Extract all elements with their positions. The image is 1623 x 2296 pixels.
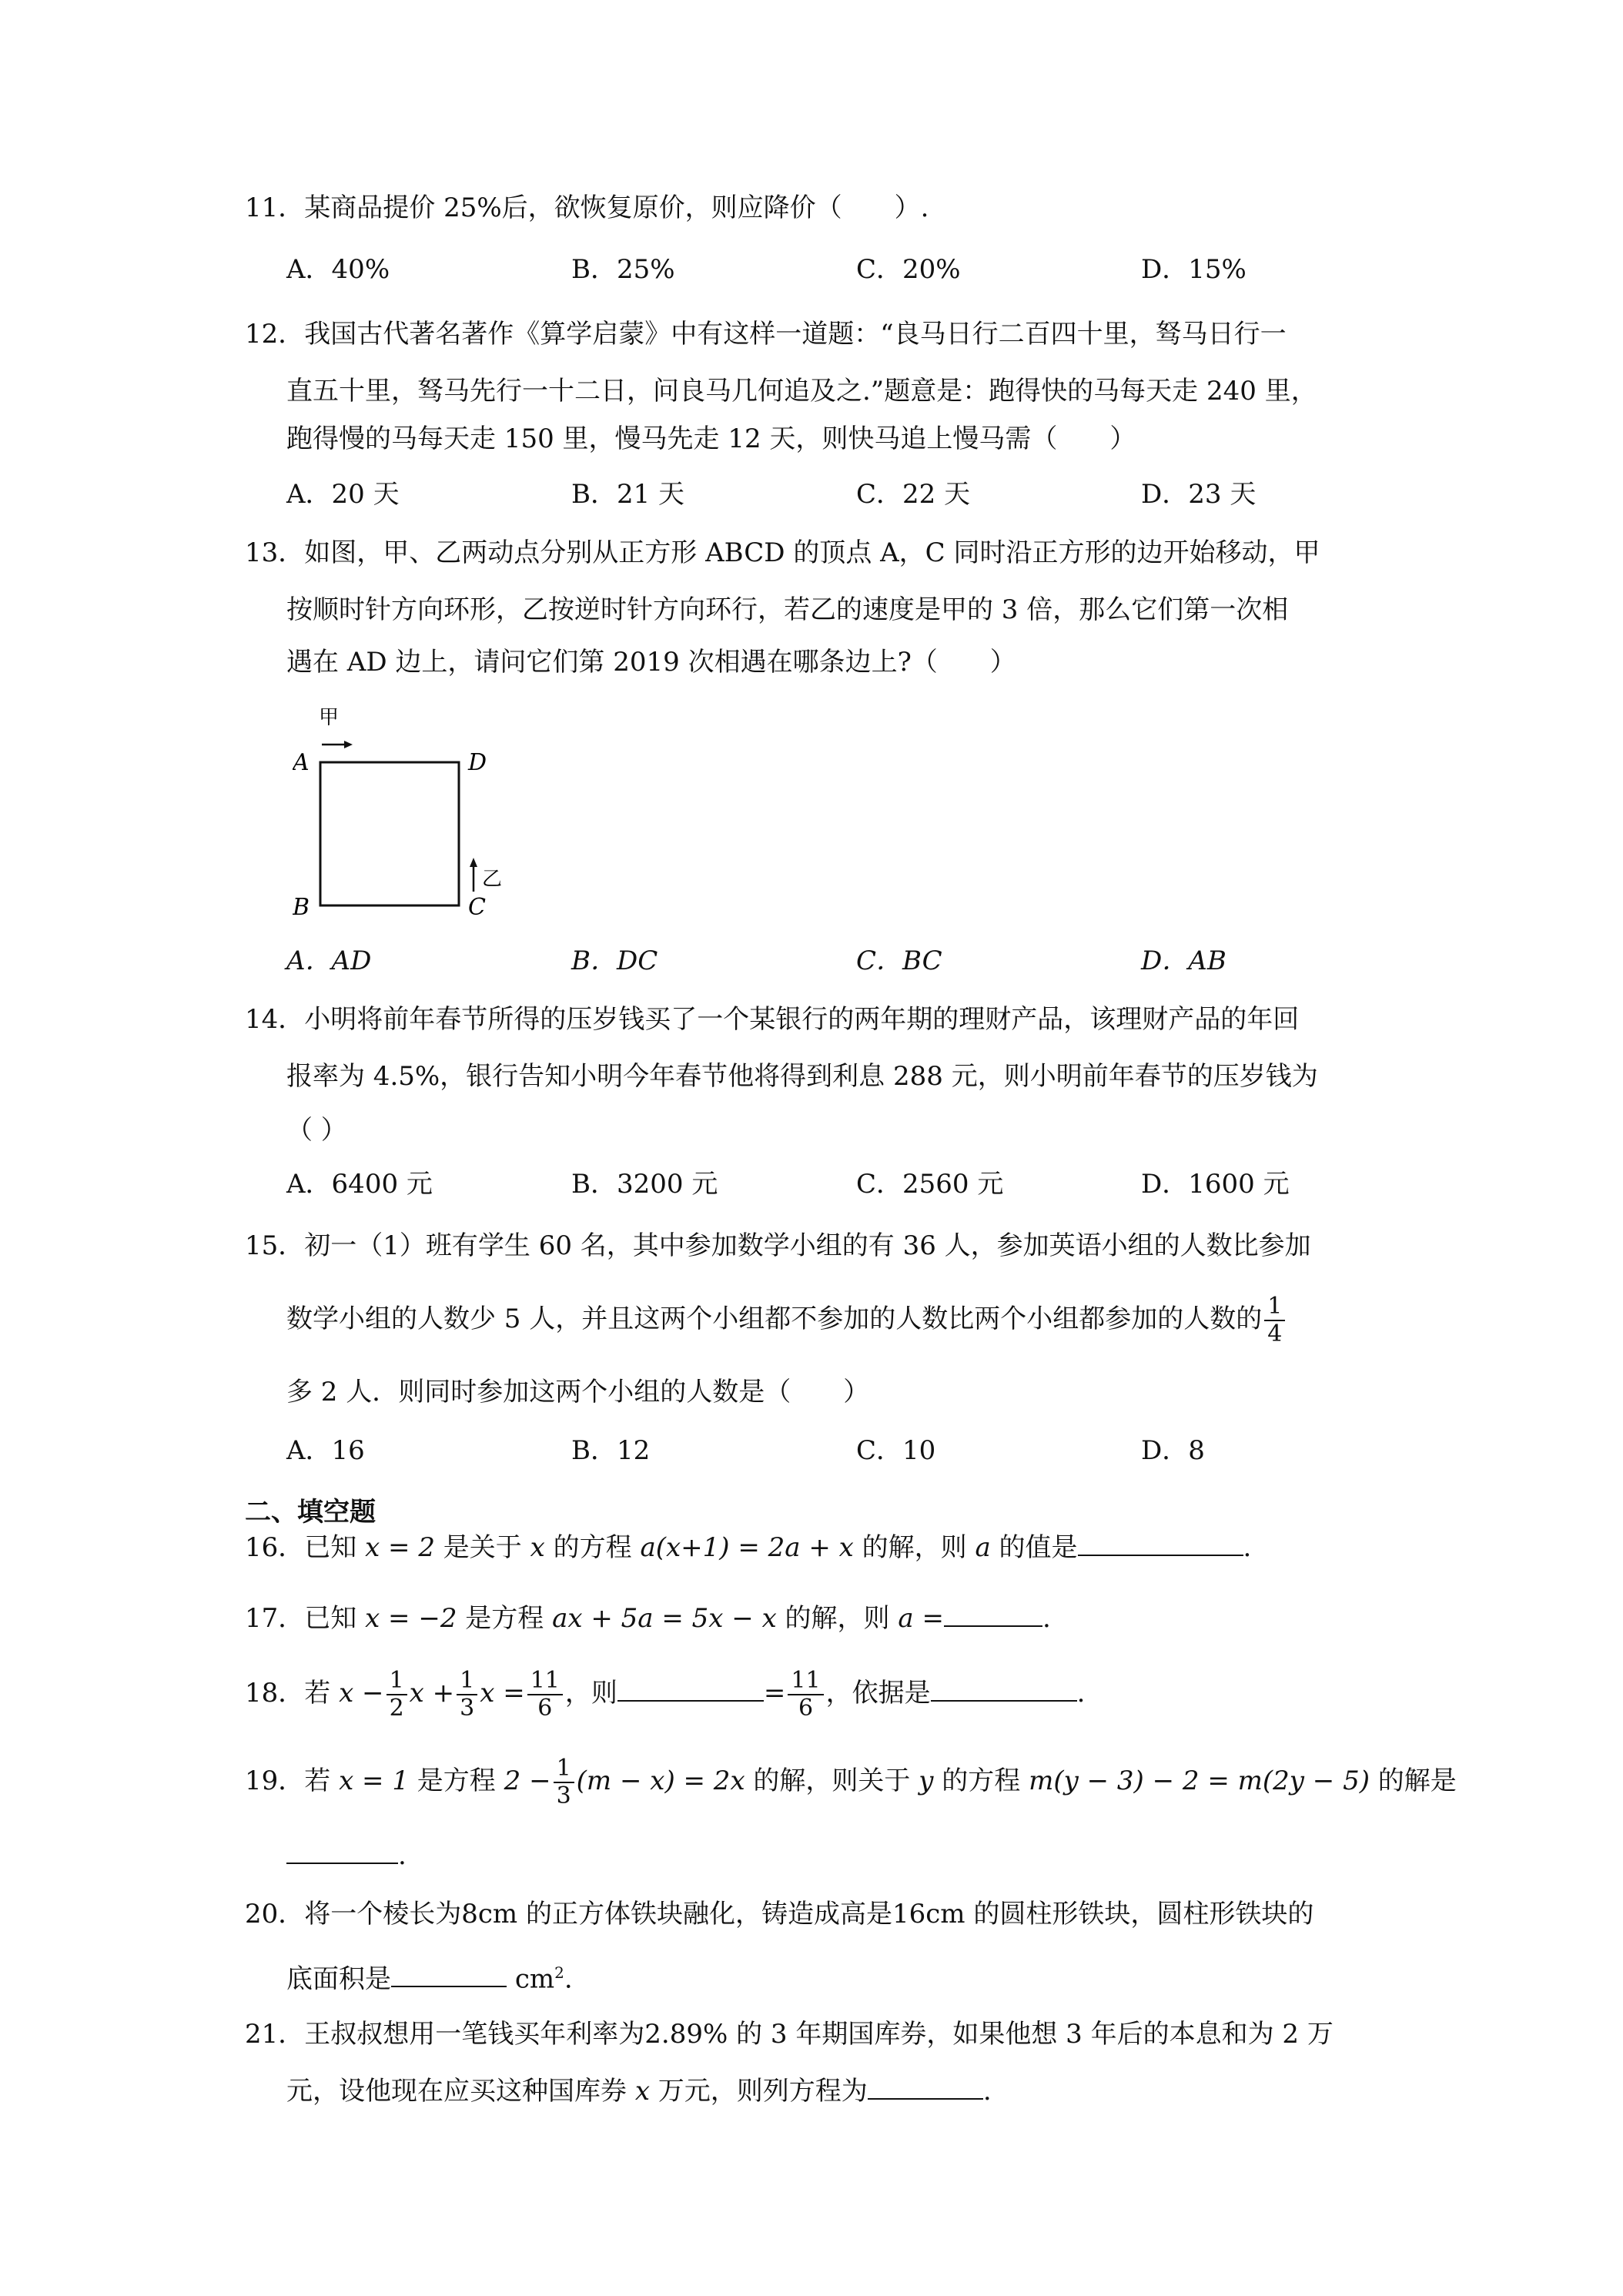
q19-text-4: 的方程: [933, 1766, 1029, 1796]
q18-fraction-3-den: 6: [537, 1695, 553, 1722]
q15-option-d: D．8: [1141, 1435, 1205, 1466]
vertex-c-label: C: [468, 894, 486, 921]
question-15-line-3: 多 2 人．则同时参加这两个小组的人数是（ ）: [286, 1377, 870, 1407]
q20-unit: cm: [514, 1963, 555, 1995]
q18-fraction-4-den: 6: [798, 1695, 814, 1722]
q19-answer-blank[interactable]: [286, 1839, 398, 1864]
question-11-stem: 11．某商品提价 25%后，欲恢复原价，则应降价（ ）.: [245, 192, 929, 223]
question-19-answer-line: [286, 1839, 407, 1873]
q12-option-a: A．20 天: [286, 479, 400, 510]
q19-text-5: 的解是: [1370, 1766, 1457, 1796]
q11-option-d: D．15%: [1141, 254, 1247, 285]
q18-text-2: ，则: [564, 1678, 617, 1709]
q19-fraction-one-third: [554, 1755, 574, 1809]
q15-option-c: C．10: [856, 1435, 936, 1466]
q21-period: .: [982, 2076, 992, 2107]
q14-option-b: B．3200 元: [571, 1169, 718, 1200]
q17-math-3: a =: [898, 1603, 944, 1634]
q21-text-2: 万元，则列方程为: [650, 2076, 868, 2107]
q18-math-2: x +: [409, 1678, 455, 1709]
q14-option-a: A．6400 元: [286, 1169, 433, 1200]
q19-fraction-den: 3: [556, 1782, 571, 1809]
q14-option-d: D．1600 元: [1141, 1169, 1290, 1200]
q18-math-1: x −: [339, 1678, 384, 1709]
question-15-line-1: 15．初一（1）班有学生 60 名，其中参加数学小组的有 36 人，参加英语小组的人数比参加: [245, 1230, 1311, 1261]
q18-fraction-2-num: 1: [457, 1668, 477, 1695]
q13-option-d: D．AB: [1141, 946, 1226, 976]
question-20-line-2: [286, 1956, 573, 1996]
q20-answer-blank[interactable]: [391, 1963, 507, 1987]
q16-text-1: 16．已知: [245, 1532, 366, 1563]
q18-period: .: [1076, 1678, 1086, 1709]
question-16: [245, 1531, 1251, 1565]
q18-math-3: x =: [480, 1678, 525, 1709]
q19-text-3: 的解，则关于: [745, 1766, 919, 1796]
q19-equation-y: m(y − 3) − 2 = m(2y − 5): [1029, 1766, 1370, 1796]
question-14-line-3: （ ）: [286, 1115, 347, 1146]
question-19: [245, 1755, 1457, 1809]
question-17: [245, 1602, 1051, 1635]
q18-math-4: =: [763, 1678, 786, 1709]
q18-fraction-1-num: 1: [387, 1668, 407, 1695]
section-heading-fill-in: 二、填空题: [245, 1497, 376, 1528]
question-12-line-3: 跑得慢的马每天走 150 里，慢马先走 12 天，则快马追上慢马需（ ）: [286, 423, 1136, 454]
q20-unit-exponent: 2: [554, 1963, 564, 1982]
square-outline: [320, 762, 459, 905]
q11-option-b: B．25%: [571, 254, 675, 285]
q18-fraction-3-num: 11: [527, 1668, 563, 1695]
q16-equation: a(x+1) = 2a + x: [640, 1532, 854, 1563]
q18-fraction-1-den: 2: [389, 1695, 404, 1722]
question-20-line-1: 20．将一个棱长为8cm 的正方体铁块融化，铸造成高是16cm 的圆柱形铁块，圆柱形铁块的: [245, 1899, 1314, 1930]
q21-answer-blank[interactable]: [868, 2075, 983, 2100]
q12-option-b: B．21 天: [571, 479, 685, 510]
q16-text-5: 的值是: [990, 1532, 1078, 1563]
q19-math-2: 2 −: [504, 1766, 551, 1796]
q19-fraction-num: 1: [554, 1755, 574, 1783]
q19-period: .: [398, 1840, 407, 1871]
yi-arrow-head: [470, 858, 477, 867]
q19-math-1: x = 1: [339, 1766, 409, 1796]
q18-fraction-2-den: 3: [460, 1695, 475, 1722]
q20-text-1: 底面积是: [286, 1963, 391, 1995]
q19-math-3: (m − x) = 2x: [576, 1766, 745, 1796]
fraction-one-quarter: [1264, 1294, 1285, 1347]
q11-option-a: A．40%: [286, 254, 390, 285]
q13-option-b: B．DC: [571, 946, 658, 976]
label-jia: 甲: [319, 708, 340, 729]
label-yi: 乙: [482, 868, 503, 891]
q19-text-2: 是方程: [409, 1766, 504, 1796]
q15-option-b: B．12: [571, 1435, 651, 1466]
q20-period: .: [564, 1963, 573, 1995]
fraction-denominator: 4: [1267, 1320, 1283, 1347]
q21-math-1: x: [634, 2076, 650, 2107]
q18-fraction-1: [387, 1668, 407, 1722]
q18-fraction-2: [457, 1668, 477, 1722]
q15-line-2-text: 数学小组的人数少 5 人，并且这两个小组都不参加的人数比两个小组都参加的人数的: [286, 1304, 1263, 1334]
question-13-line-3: 遇在 AD 边上，请问它们第 2019 次相遇在哪条边上?（ ）: [286, 647, 1016, 678]
q17-math-1: x = −2: [365, 1603, 457, 1634]
question-15-line-2: [286, 1294, 1287, 1347]
question-14-line-2: 报率为 4.5%，银行告知小明今年春节他将得到利息 288 元，则小明前年春节的压岁钱为: [286, 1061, 1318, 1092]
q14-option-c: C．2560 元: [856, 1169, 1004, 1200]
q16-text-3: 的方程: [544, 1532, 641, 1563]
q16-text-2: 是关于: [435, 1532, 530, 1563]
vertex-a-label: A: [293, 749, 310, 776]
q16-math-1: x = 2: [365, 1532, 435, 1563]
q18-fraction-4: [788, 1668, 823, 1722]
q16-text-4: 的解，则: [853, 1532, 975, 1563]
question-21-line-1: 21．王叔叔想用一笔钱买年利率为2.89% 的 3 年期国库券，如果他想 3 年后的本息和为 2 万: [245, 2019, 1334, 2050]
q18-text-1: 18．若: [245, 1678, 340, 1709]
question-13-line-1: 13．如图，甲、乙两动点分别从正方形 ABCD 的顶点 A，C 同时沿正方形的边开始移动，甲: [245, 537, 1320, 568]
jia-arrow-head: [344, 741, 353, 748]
q21-text-1: 元，设他现在应买这种国库券: [286, 2076, 635, 2107]
q13-option-a: A．AD: [286, 946, 372, 976]
q12-option-c: C．22 天: [856, 479, 971, 510]
q18-answer-blank-2[interactable]: [931, 1677, 1077, 1702]
square-abcd-figure: [293, 708, 524, 932]
q18-fraction-3: [527, 1668, 563, 1722]
q12-option-d: D．23 天: [1141, 479, 1257, 510]
q16-math-4: a: [975, 1532, 991, 1563]
vertex-d-label: D: [468, 749, 487, 776]
question-14-line-1: 14．小明将前年春节所得的压岁钱买了一个某银行的两年期的理财产品，该理财产品的年回: [245, 1004, 1300, 1035]
q19-text-1: 19．若: [245, 1766, 340, 1796]
fraction-numerator: 1: [1264, 1294, 1285, 1321]
question-18: [245, 1668, 1085, 1722]
vertex-b-label: B: [293, 894, 310, 921]
q17-text-1: 17．已知: [245, 1603, 366, 1634]
q15-option-a: A．16: [286, 1435, 365, 1466]
q18-fraction-4-num: 11: [788, 1668, 823, 1695]
q16-answer-blank[interactable]: [1078, 1531, 1243, 1556]
q17-period: .: [1042, 1603, 1051, 1634]
q17-text-3: 的解，则: [776, 1603, 899, 1634]
q17-answer-blank[interactable]: [944, 1602, 1042, 1627]
q18-answer-blank-1[interactable]: [617, 1677, 764, 1702]
question-13-line-2: 按顺时针方向环形，乙按逆时针方向环行，若乙的速度是甲的 3 倍，那么它们第一次相: [286, 594, 1289, 625]
question-12-line-1: 12．我国古代著名著作《算学启蒙》中有这样一道题：“良马日行二百四十里，驽马日行一: [245, 319, 1287, 350]
question-21-line-2: [286, 2074, 992, 2108]
q16-period: .: [1243, 1532, 1252, 1563]
q17-equation: ax + 5a = 5x − x: [552, 1603, 777, 1634]
q16-math-2: x: [530, 1532, 545, 1563]
q17-text-2: 是方程: [457, 1603, 553, 1634]
q13-option-c: C．BC: [856, 946, 942, 976]
q18-text-3: ，依据是: [825, 1678, 931, 1709]
question-12-line-2: 直五十里，驽马先行一十二日，问良马几何追及之.”题意是：跑得快的马每天走 240 里，: [286, 376, 1317, 407]
q11-option-c: C．20%: [856, 254, 961, 285]
q19-math-4: y: [919, 1766, 934, 1796]
